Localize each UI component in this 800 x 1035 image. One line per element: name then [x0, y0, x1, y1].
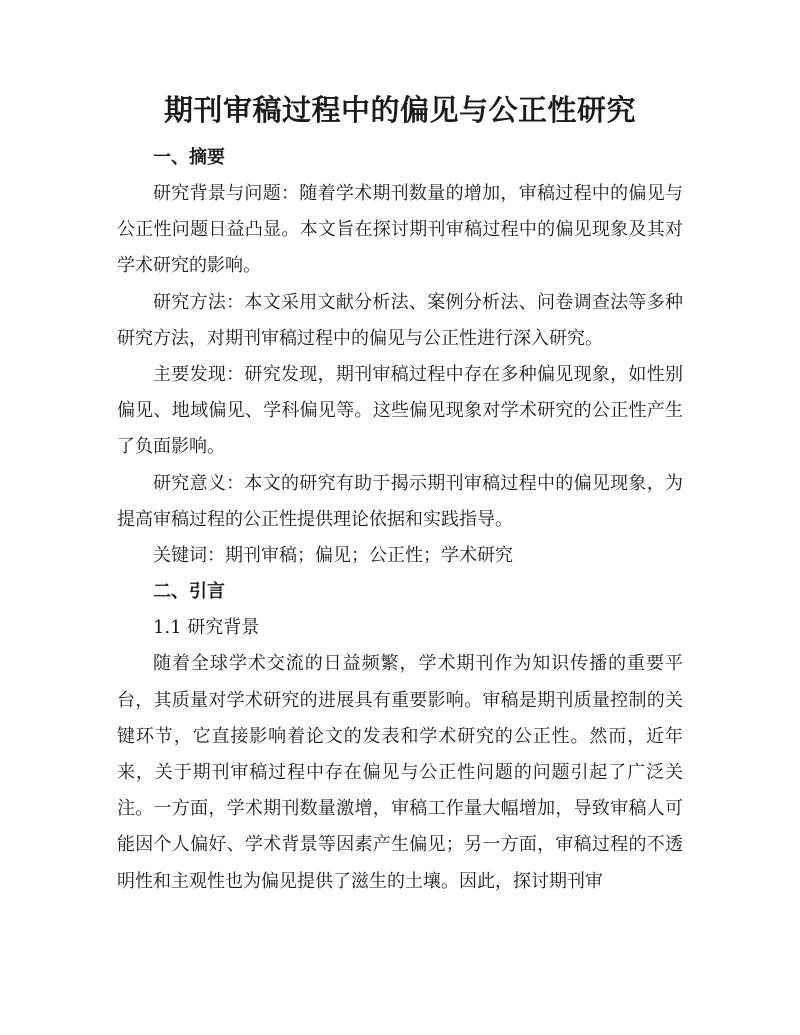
- abstract-findings-paragraph: 主要发现：研究发现，期刊审稿过程中存在多种偏见现象，如性别偏见、地域偏见、学科偏见等。这些偏见现象对学术研究的公正性产生了负面影响。: [117, 364, 683, 458]
- abstract-methods-paragraph: 研究方法：本文采用文献分析法、案例分析法、问卷调查法等多种研究方法，对期刊审稿过程中的偏见与公正性进行深入研究。: [117, 291, 683, 349]
- introduction-heading: 二、引言: [153, 581, 225, 603]
- abstract-heading: 一、摘要: [153, 147, 225, 168]
- abstract-background-paragraph: 研究背景与问题：随着学术期刊数量的增加，审稿过程中的偏见与公正性问题日益凸显。本文旨在探讨期刊审稿过程中的偏见现象及其对学术研究的影响。: [117, 183, 683, 277]
- research-background-subheading: 1.1 研究背景: [153, 617, 260, 639]
- abstract-significance-paragraph: 研究意义：本文的研究有助于揭示期刊审稿过程中的偏见现象，为提高审稿过程的公正性提供理论依据和实践指导。: [117, 472, 683, 530]
- introduction-paragraph: 随着全球学术交流的日益频繁，学术期刊作为知识传播的重要平台，其质量对学术研究的进展具有重要影响。审稿是期刊质量控制的关键环节，它直接影响着论文的发表和学术研究的公正性。然而，近年来，关于期刊审稿过程中存在偏见与公正性问题的问题引起了广泛关注。一方面，学术期刊数量激增，审稿工作量大幅增加，导致审稿人可能因个人偏好、学术背景等因素产生偏见；另一方面，审稿过程的不透明性和主观性也为偏见提供了滋生的土壤。因此，探讨期刊审: [117, 653, 683, 892]
- document-page: [117, 88, 683, 900]
- keywords-line: 关键词：期刊审稿；偏见；公正性；学术研究: [153, 545, 513, 567]
- document-title: 期刊审稿过程中的偏见与公正性研究: [163, 93, 636, 127]
- introduction-section: [117, 574, 683, 900]
- abstract-section: [117, 140, 683, 574]
